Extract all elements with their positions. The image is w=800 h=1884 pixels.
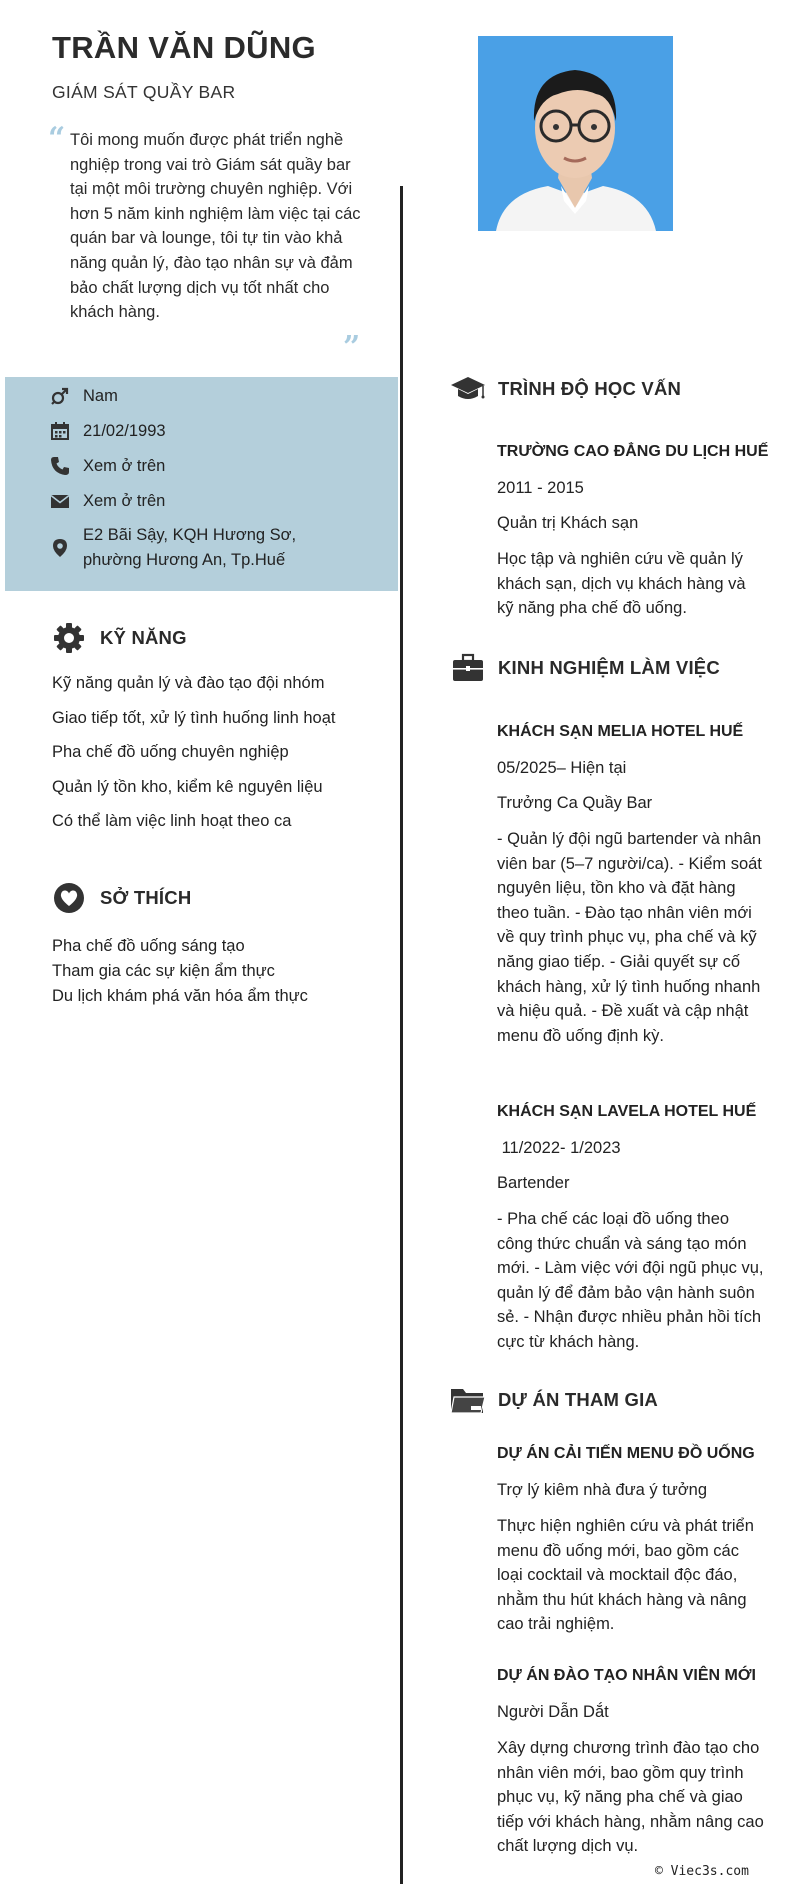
quote-close-icon: ” [343,330,361,365]
education-heading [450,371,681,407]
job-company: KHÁCH SẠN LAVELA HOTEL HUẾ [497,1103,757,1120]
graduation-cap-icon [450,371,486,407]
portrait-illustration [478,36,673,231]
career-objective [48,121,362,365]
experience-title: KINH NGHIỆM LÀM VIỆC [498,657,720,678]
contact-birthday [5,419,398,444]
calendar-icon [49,420,71,442]
project-description: Xây dựng chương trình đào tạo cho nhân viên mới, bao gồm quy trình phục vụ, kỹ năng pha chế và giao tiếp với khách hàng, nhằm nâng cao chất lượng dịch vụ. [497,1739,764,1856]
job-role: Trưởng Ca Quầy Bar [497,794,653,812]
contact-email [5,489,398,514]
skill-item: Có thể làm việc linh hoạt theo ca [52,812,292,830]
skills-title: KỸ NĂNG [100,627,187,648]
hobbies-title: SỞ THÍCH [100,887,192,908]
project-name: DỰ ÁN CẢI TIẾN MENU ĐỒ UỐNG [497,1445,755,1462]
project-role: Trợ lý kiêm nhà đưa ý tưởng [497,1481,708,1499]
folder-icon [450,1382,486,1418]
job-description: - Quản lý đội ngũ bartender và nhân viên bar (5–7 người/ca). - Kiểm soát nguyên liệu, tồn kho và đặt hàng theo tuần. - Đào tạo nhân viên mới về quy trình phục vụ, pha chế và kỹ năng giao tiếp. - Giải quyết sự cố khách hàng, xử lý tình huống nhanh và hiệu quả. - Đề xuất và cập nhật menu đồ uống định kỳ. [497,830,762,1045]
quote-open-icon: “ [48,121,66,156]
column-divider [400,186,403,1884]
gender-value: Nam [83,387,118,405]
briefcase-icon [450,650,486,686]
hobby-item: Pha chế đồ uống sáng tạo [52,937,245,955]
job-period: 11/2022- 1/2023 [497,1139,621,1157]
envelope-icon [49,490,71,512]
job-title: GIÁM SÁT QUẦY BAR [52,82,236,102]
project-role: Người Dẫn Dắt [497,1703,609,1721]
heart-icon [52,881,86,915]
phone-value: Xem ở trên [83,457,166,475]
experience-heading [450,650,720,686]
education-period: 2011 - 2015 [497,479,584,497]
gear-icon [52,621,86,655]
projects-heading [450,1382,658,1418]
skills-heading [52,621,187,655]
education-major: Quản trị Khách sạn [497,514,639,532]
skill-item: Pha chế đồ uống chuyên nghiệp [52,743,289,761]
birthday-value: 21/02/1993 [83,422,166,440]
hobbies-heading [52,881,191,915]
projects-title: DỰ ÁN THAM GIA [498,1389,658,1410]
education-description: Học tập và nghiên cứu về quản lý khách sạn, dịch vụ khách hàng và kỹ năng pha chế đồ uống. [497,550,746,618]
candidate-name: TRẦN VĂN DŨNG [52,30,316,65]
skill-item: Giao tiếp tốt, xử lý tình huống linh hoạt [52,709,336,727]
education-school: TRƯỜNG CAO ĐẲNG DU LỊCH HUẾ [497,443,769,460]
hobby-item: Du lịch khám phá văn hóa ẩm thực [52,986,308,1005]
project-description: Thực hiện nghiên cứu và phát triển menu đồ uống mới, bao gồm các loại cocktail và mocktail độc đáo, nhằm thu hút khách hàng và nâng cao trải nghiệm. [497,1517,754,1634]
skill-item: Quản lý tồn kho, kiểm kê nguyên liệu [52,778,323,796]
job-period: 05/2025– Hiện tại [497,759,627,777]
hobby-list [52,934,308,1008]
contact-address [5,523,398,572]
gender-icon [49,385,71,407]
location-pin-icon [49,537,71,559]
objective-text: Tôi mong muốn được phát triển nghề nghiệp trong vai trò Giám sát quầy bar tại một môi trường chuyên nghiệp. Với hơn 5 năm kinh nghiệm làm việc tại các quán bar và lounge, tôi tự tin vào khả năng quản lý, đào tạo nhân sự và đảm bảo chất lượng dịch vụ tốt nhất cho khách hàng. [70,131,361,322]
contact-gender [5,384,398,409]
job-description: - Pha chế các loại đồ uống theo công thức chuẩn và sáng tạo món mới. - Làm việc với đội ngũ phục vụ, quản lý để đảm bảo vận hành suôn sẻ. - Nhận được nhiều phản hồi tích cực từ khách hàng. [497,1210,764,1351]
hobby-item: Tham gia các sự kiện ẩm thực [52,961,275,980]
phone-icon [49,455,71,477]
job-role: Bartender [497,1174,570,1192]
email-value: Xem ở trên [83,492,166,510]
copyright-footer: © Viec3s.com [655,1864,749,1879]
education-title: TRÌNH ĐỘ HỌC VẤN [498,378,682,399]
contact-phone [5,454,398,479]
contact-panel [5,377,398,591]
profile-photo [478,36,673,231]
job-company: KHÁCH SẠN MELIA HOTEL HUẾ [497,723,744,740]
address-value: E2 Bãi Sậy, KQH Hương Sơ, phường Hương An, Tp.Huế [83,526,297,569]
project-name: DỰ ÁN ĐÀO TẠO NHÂN VIÊN MỚI [497,1667,756,1684]
skill-item: Kỹ năng quản lý và đào tạo đội nhóm [52,674,325,692]
